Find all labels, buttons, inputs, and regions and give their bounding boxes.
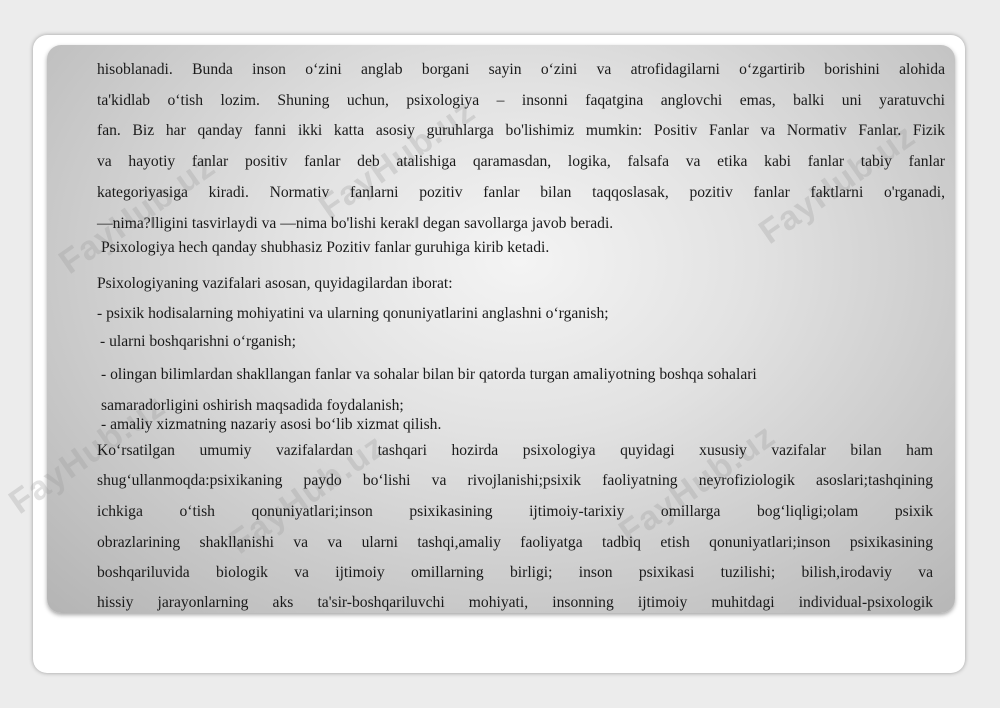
- text-line: - amaliy xizmatning nazariy asosi bo‘lib xizmat qilish.: [101, 416, 442, 433]
- text-line: shug‘ullanmoqda:psixikaning paydo bo‘lishi va rivojlanishi;psixik faoliyatning neyrofiziologik asoslari;tashqining: [97, 472, 933, 489]
- text-line: hissiy jarayonlarning aks ta'sir-boshqariluvchi mohiyati, insonning ijtimoiy muhitdagi individual-psixologik: [97, 594, 933, 611]
- watermark: FayHub.uz: [2, 386, 173, 522]
- text-line: va hayotiy fanlar positiv fanlar deb atalishiga qaramasdan, logika, falsafa va etika kabi fanlar tabiy fanlar: [97, 153, 945, 170]
- slide-content: [2, 45, 955, 613]
- watermark: FayHub.uz: [52, 146, 223, 282]
- text-line: samaradorligini oshirish maqsadida foydalanish;: [101, 397, 404, 414]
- text-line: - psixik hodisalarning mohiyatini va ularning qonuniyatlarini anglashni o‘rganish;: [97, 305, 609, 322]
- text-line: - olingan bilimlardan shakllangan fanlar va sohalar bilan bir qatorda turgan amaliyotning boshqa sohalari: [101, 366, 757, 383]
- text-line: Psixologiya hech qanday shubhasiz Pozitiv fanlar guruhiga kirib ketadi.: [101, 239, 550, 256]
- text-line: kategoriyasiga kiradi. Normativ fanlarni pozitiv fanlar bilan taqqoslasak, pozitiv fanlar faktlarni o'rganadi,: [97, 184, 945, 201]
- watermark: FayHub.uz: [222, 426, 393, 562]
- text-line: hisoblanadi. Bunda inson o‘zini anglab borgani sayin o‘zini va atrofidagilarni o‘zgartirib borishini alohida: [97, 61, 945, 78]
- text-line: ―nima?‖ligini tasvirlaydi va ―nima bo'lishi kerak‖ degan savollarga javob beradi.: [97, 215, 614, 232]
- watermark: FayHub.uz: [312, 91, 483, 227]
- text-line: ta'kidlab o‘tish lozim. Shuning uchun, psixologiya – insonni faqatgina anglovchi emas, balki uni yaratuvchi: [97, 92, 945, 109]
- text-line: ichkiga o‘tish qonuniyatlari;inson psixikasining ijtimoiy-tarixiy omillarga bog‘liqligi;olam psixik: [97, 503, 933, 520]
- text-line: obrazlarining shakllanishi va va ularni tashqi,amaliy faoliyatga tadbiq etish qonuniyatlari;inson psixikasining: [97, 534, 933, 551]
- watermark: FayHub.uz: [612, 416, 783, 552]
- text-line: boshqariluvida biologik va ijtimoiy omillarning birligi; inson psixikasi tuzilishi; bilish,irodaviy va: [97, 564, 933, 581]
- text-line: fan. Biz har qanday fanni ikki katta asosiy guruhlarga bo'lishimiz mumkin: Positiv Fanlar va Normativ Fanlar. Fizik: [97, 122, 945, 139]
- text-line: Psixologiyaning vazifalari asosan, quyidagilardan iborat:: [97, 275, 453, 292]
- text-line: Ko‘rsatilgan umumiy vazifalardan tashqari hozirda psixologiya quyidagi xususiy vazifalar bilan ham: [97, 442, 933, 459]
- watermark: FayHub.uz: [752, 116, 923, 252]
- text-line: - ularni boshqarishni o‘rganish;: [100, 333, 296, 350]
